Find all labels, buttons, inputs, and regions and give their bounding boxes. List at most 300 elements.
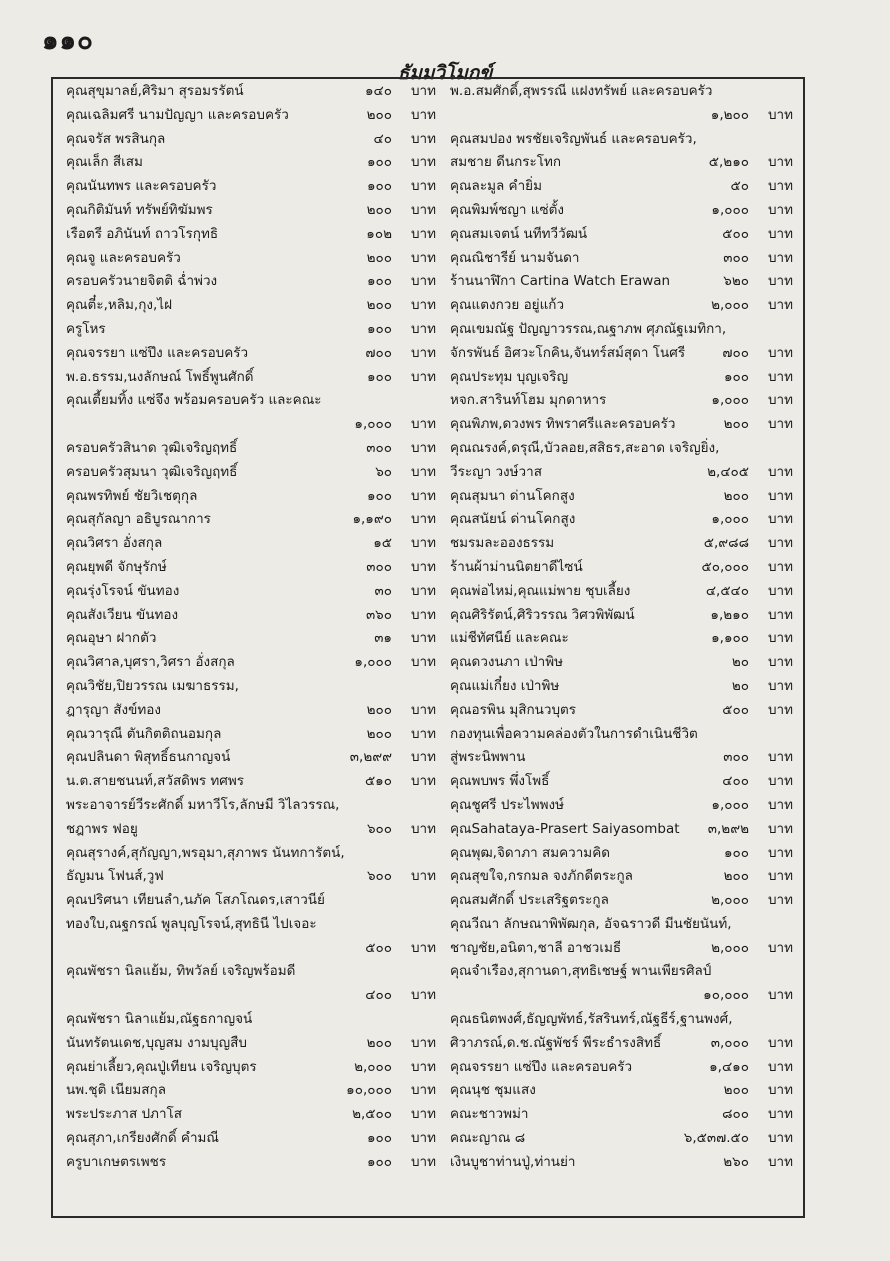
donor-name: คุณตี๋ะ,หลิม,กุง,ไฝ xyxy=(66,297,172,314)
donation-amount: ๓๐๐ xyxy=(723,249,749,266)
donor-name: ธัญมน โฟนส์,วูฟ xyxy=(66,868,164,885)
donation-amount: ๒,๐๐๐ xyxy=(711,297,749,314)
donation-amount: ๑๐๐ xyxy=(366,1130,392,1147)
donor-name: คุณสังเวียน ขันทอง xyxy=(66,606,179,623)
donation-amount: ๒,๕๐๐ xyxy=(352,1106,392,1123)
donor-name: คุณจรัส พรสินกุล xyxy=(66,130,166,147)
page-title: ธัมมวิโมกข์ xyxy=(397,62,493,84)
donation-amount: ๓๐ xyxy=(374,582,392,599)
currency-unit: บาท xyxy=(410,582,436,599)
donor-row xyxy=(66,413,436,437)
donation-amount: ๘๐๐ xyxy=(722,1106,749,1123)
donor-row xyxy=(66,675,436,699)
donor-name: พ.อ.สมศักดิ์,สุพรรณี แฝงทรัพย์ และครอบครัว xyxy=(450,83,713,99)
donor-name: สมชาย ดีนกระโทก xyxy=(450,154,562,171)
currency-unit: บาท xyxy=(767,677,793,694)
donor-name: คุณย่าเลี้ยว,คุณปู่เทียน เจริญบุตร xyxy=(66,1058,257,1075)
donor-row xyxy=(66,485,436,509)
currency-unit: บาท xyxy=(410,463,436,480)
donor-row xyxy=(66,794,436,818)
currency-unit: บาท xyxy=(767,1034,793,1051)
donor-row xyxy=(450,175,793,199)
donation-amount: ๒๐๐ xyxy=(366,1034,392,1051)
donation-amount: ๑๐๐ xyxy=(366,320,392,337)
currency-unit: บาท xyxy=(410,487,436,504)
currency-unit: บาท xyxy=(767,796,793,813)
donor-row xyxy=(66,699,436,723)
donor-name: ชฎาพร ฟอยู xyxy=(66,820,138,837)
donor-list-right xyxy=(450,80,793,1175)
page-number: ๑๑๐ xyxy=(42,26,94,56)
donor-row xyxy=(450,984,793,1008)
donation-amount: ๗๐๐ xyxy=(365,344,392,361)
currency-unit: บาท xyxy=(410,178,436,195)
currency-unit: บาท xyxy=(410,725,436,742)
donation-amount: ๖๐ xyxy=(375,463,392,480)
currency-unit: บาท xyxy=(767,1153,793,1170)
currency-unit: บาท xyxy=(410,1082,436,1099)
currency-unit: บาท xyxy=(410,320,436,337)
currency-unit: บาท xyxy=(767,487,793,504)
donor-row xyxy=(450,1151,793,1175)
donation-amount: ๑๕ xyxy=(373,535,392,552)
currency-unit: บาท xyxy=(767,535,793,552)
donation-amount: ๓,๐๐๐ xyxy=(710,1034,749,1051)
donor-row xyxy=(450,294,793,318)
donor-name: คุณวิศรา อั่งสกุล xyxy=(66,535,163,552)
donor-name: คุณเขมณัฐ ปัญญาวรรณ,ณฐาภพ ศุภณัฐเมทิกา, xyxy=(450,320,727,337)
donation-amount: ๓๖๐ xyxy=(365,606,392,623)
currency-unit: บาท xyxy=(767,987,793,1004)
donor-name: คุณศิริรัตน์,ศิริวรรณ วิศวพิพัฒน์ xyxy=(450,606,635,623)
donor-name: คุณประทุม บุญเจริญ xyxy=(450,368,569,385)
donation-amount: ๕๐,๐๐๐ xyxy=(701,558,749,575)
currency-unit: บาท xyxy=(767,1130,793,1147)
donation-amount: ๔,๕๔๐ xyxy=(705,582,749,599)
donor-row xyxy=(66,175,436,199)
donor-row xyxy=(450,770,793,794)
currency-unit: บาท xyxy=(410,1153,436,1170)
currency-unit: บาท xyxy=(767,273,793,290)
donation-amount: ๑,๑๙๐ xyxy=(352,511,392,528)
donation-amount: ๑๐๐ xyxy=(366,487,392,504)
currency-unit: บาท xyxy=(767,416,793,433)
donor-row xyxy=(450,865,793,889)
currency-unit: บาท xyxy=(767,582,793,599)
donor-name: คุณพัชรา นิลาแย้ม,ณัฐธกาญจน์ xyxy=(66,1011,253,1028)
donation-amount: ๕,๒๑๐ xyxy=(708,154,749,171)
currency-unit: บาท xyxy=(767,654,793,671)
donor-row xyxy=(66,366,436,390)
donation-amount: ๒๐๐ xyxy=(366,725,392,742)
donor-row xyxy=(66,1008,436,1032)
donor-name: คุณเล็ก สีเสม xyxy=(66,154,143,171)
donor-name: แม่ชีทัศนีย์ และคณะ xyxy=(450,630,569,647)
donor-row xyxy=(450,556,793,580)
donation-amount: ๒๐ xyxy=(731,677,749,694)
donor-name: เงินบูชาท่านปู่,ท่านย่า xyxy=(450,1153,576,1170)
donor-name: คุณสนัยน์ ด่านโคกสูง xyxy=(450,511,576,528)
currency-unit: บาท xyxy=(410,297,436,314)
donation-amount: ๒๐๐ xyxy=(366,249,392,266)
donor-row xyxy=(450,818,793,842)
currency-unit: บาท xyxy=(767,1106,793,1123)
donor-row xyxy=(66,1079,436,1103)
donor-row xyxy=(66,80,436,104)
donor-name: คุณสมศักดิ์ ประเสริฐตระกูล xyxy=(450,892,609,909)
donor-row xyxy=(66,770,436,794)
donation-amount: ๕๐ xyxy=(730,178,749,195)
currency-unit: บาท xyxy=(767,511,793,528)
donor-row xyxy=(66,294,436,318)
donor-row xyxy=(66,937,436,961)
currency-unit: บาท xyxy=(767,749,793,766)
donor-row xyxy=(450,318,793,342)
currency-unit: บาท xyxy=(410,249,436,266)
donor-name: คุณพิมพ์ชญา แซ่ตั้ง xyxy=(450,201,565,218)
donor-row xyxy=(66,604,436,628)
donation-amount: ๒๐๐ xyxy=(366,701,392,718)
currency-unit: บาท xyxy=(410,749,436,766)
donor-name: คุณดวงนภา เป่าพิษ xyxy=(450,654,564,671)
donation-amount: ๒๐๐ xyxy=(366,106,392,123)
donation-amount: ๒,๐๐๐ xyxy=(711,939,749,956)
donor-row xyxy=(450,223,793,247)
donor-name: คุณพบพร พึ่งโพธิ์ xyxy=(450,773,550,790)
donor-row xyxy=(66,746,436,770)
donor-name: คุณวีณา ลักษณาพิพัฒกุล, อัจฉราวดี มีนชัยนันท์, xyxy=(450,915,732,932)
currency-unit: บาท xyxy=(410,511,436,528)
donation-amount: ๒๐๐ xyxy=(366,297,392,314)
donor-row xyxy=(66,437,436,461)
donor-name: คุณจรรยา แซ่ปึง และครอบครัว xyxy=(450,1058,633,1075)
currency-unit: บาท xyxy=(410,106,436,123)
donation-amount: ๓๐๐ xyxy=(366,439,392,456)
currency-unit: บาท xyxy=(767,630,793,647)
currency-unit: บาท xyxy=(410,535,436,552)
donor-name: คุณธนิตพงศ์,ธัญญพัทธ์,รัสรินทร์,ณัฐธีร์,ฐานพงศ์, xyxy=(450,1011,733,1028)
donor-name: จักรพันธ์ อิศวะโกคิน,จันทร์สม์สุดา โนศรี xyxy=(450,344,686,361)
donor-row xyxy=(66,508,436,532)
donor-name: คุณสุภา,เกรียงศักดิ์ คำมณี xyxy=(66,1130,219,1147)
donor-name: ชมรมละอองธรรม xyxy=(450,535,555,552)
donor-row xyxy=(450,461,793,485)
currency-unit: บาท xyxy=(410,83,436,99)
currency-unit: บาท xyxy=(410,439,436,456)
donor-row xyxy=(66,723,436,747)
donor-row xyxy=(66,247,436,271)
donation-amount: ๑๐๐ xyxy=(366,273,392,290)
donation-amount: ๑๐,๐๐๐ xyxy=(346,1082,392,1099)
currency-unit: บาท xyxy=(767,463,793,480)
currency-unit: บาท xyxy=(767,868,793,885)
donor-row xyxy=(66,104,436,128)
donor-name: คุณพัชรา นิลแย้ม, ทิพวัลย์ เจริญพร้อมดี xyxy=(66,963,296,980)
donor-name: คุณจำเรือง,สุกานดา,สุทธิเชษฐ์ พานเพียรศิลป์ xyxy=(450,963,712,980)
currency-unit: บาท xyxy=(767,892,793,909)
donor-list-left xyxy=(66,80,436,1175)
donor-name: คุณพ่อไหม่,คุณแม่พาย ชุบเลี้ยง xyxy=(450,582,631,599)
donation-amount: ๑,๐๐๐ xyxy=(354,416,392,433)
currency-unit: บาท xyxy=(767,1058,793,1075)
donation-amount: ๕๐๐ xyxy=(722,225,749,242)
donor-name: นันทรัตนเดช,บุญสม งามบุญสืบ xyxy=(66,1034,247,1051)
donation-amount: ๔๐๐ xyxy=(722,773,749,790)
currency-unit: บาท xyxy=(410,654,436,671)
donor-row xyxy=(66,1103,436,1127)
donor-name: ทองใบ,ณฐกรณ์ พูลบุญโรจน์,สุทธินี ไปเจอะ xyxy=(66,915,317,932)
donation-amount: ๗๐๐ xyxy=(722,344,749,361)
donor-row xyxy=(450,389,793,413)
donor-name: คุณSahataya-Prasert Saiyasombat xyxy=(450,820,680,837)
currency-unit: บาท xyxy=(410,416,436,433)
donor-row xyxy=(66,342,436,366)
currency-unit: บาท xyxy=(410,154,436,171)
donor-row xyxy=(66,199,436,223)
currency-unit: บาท xyxy=(767,606,793,623)
donor-row xyxy=(450,842,793,866)
currency-unit: บาท xyxy=(767,344,793,361)
donor-row xyxy=(66,865,436,889)
donor-name: คุณอรพิน มุสิกนวบุตร xyxy=(450,701,577,718)
currency-unit: บาท xyxy=(767,844,793,861)
currency-unit: บาท xyxy=(410,1106,436,1123)
donor-name: คุณจรรยา แซ่ปึง และครอบครัว xyxy=(66,344,249,361)
donor-name: คุณพรทิพย์ ชัยวิเชตุกุล xyxy=(66,487,198,504)
donation-amount: ๒๐๐ xyxy=(723,487,749,504)
currency-unit: บาท xyxy=(767,773,793,790)
donation-amount: ๒,๔๐๕ xyxy=(707,463,749,480)
donation-amount: ๒๖๐ xyxy=(723,1153,749,1170)
donor-row xyxy=(450,1079,793,1103)
donor-row xyxy=(450,937,793,961)
donor-name: คุณณรงค์,ดรุณี,บัวลอย,สสิธร,สะอาด เจริญยิ่ง, xyxy=(450,439,720,456)
donor-row xyxy=(66,889,436,913)
donor-row xyxy=(450,128,793,152)
currency-unit: บาท xyxy=(410,1058,436,1075)
currency-unit: บาท xyxy=(410,201,436,218)
donation-amount: ๑๐,๐๐๐ xyxy=(703,987,749,1004)
donation-amount: ๒,๐๐๐ xyxy=(354,1058,392,1075)
donation-amount: ๖๐๐ xyxy=(366,868,392,885)
currency-unit: บาท xyxy=(410,344,436,361)
donation-amount: ๕๑๐ xyxy=(364,773,392,790)
currency-unit: บาท xyxy=(410,225,436,242)
donation-amount: ๑๔๐ xyxy=(364,83,392,99)
donor-row xyxy=(450,485,793,509)
currency-unit: บาท xyxy=(767,106,793,123)
donor-name: คุณณิชารีย์ นามจันดา xyxy=(450,249,580,266)
donor-name: คุณสุขใจ,กรกมล จงภักดีตระกูล xyxy=(450,868,633,885)
donor-name: พระอาจารย์วีระศักดิ์ มหาวีโร,ลักษมี วิไลวรรณ, xyxy=(66,796,340,813)
donor-row xyxy=(450,104,793,128)
donor-row xyxy=(450,366,793,390)
donor-row xyxy=(66,842,436,866)
donor-name: ครอบครัวสุมนา วุฒิเจริญฤทธิ์ xyxy=(66,463,238,480)
donation-amount: ๖,๕๓๗.๕๐ xyxy=(683,1130,749,1147)
donation-amount: ๑,๐๐๐ xyxy=(711,511,749,528)
donor-row xyxy=(66,318,436,342)
donor-name: น.ต.สายชนนท์,สวัสดิพร ทศพร xyxy=(66,773,245,790)
currency-unit: บาท xyxy=(767,178,793,195)
donor-name: ครอบครัวนายจิตติ ฉ่ำพ่วง xyxy=(66,273,218,290)
currency-unit: บาท xyxy=(767,249,793,266)
donor-row xyxy=(450,247,793,271)
donor-name: คุณชูศรี ประไพพงษ์ xyxy=(450,796,564,813)
donor-name: คุณอุษา ฝากตัว xyxy=(66,630,157,647)
currency-unit: บาท xyxy=(767,297,793,314)
donation-amount: ๔๐๐ xyxy=(365,987,392,1004)
donation-amount: ๕๐๐ xyxy=(365,939,392,956)
donor-name: คุณเฉลิมศรี นามปัญญา และครอบครัว xyxy=(66,106,289,123)
donor-name: คุณวิศาล,บุศรา,วิศรา อั่งสกุล xyxy=(66,654,235,671)
donor-row xyxy=(450,437,793,461)
donation-amount: ๑๐๐ xyxy=(366,1153,392,1170)
donor-name: คุณนุช ชุมแสง xyxy=(450,1082,536,1099)
donor-name: สู่พระนิพพาน xyxy=(450,749,526,766)
donation-amount: ๒๐ xyxy=(731,654,749,671)
donor-row xyxy=(66,627,436,651)
donor-row xyxy=(450,675,793,699)
currency-unit: บาท xyxy=(410,1130,436,1147)
donation-amount: ๑,๒๐๐ xyxy=(710,106,749,123)
donor-row xyxy=(450,270,793,294)
donor-name: คณะชาวพม่า xyxy=(450,1106,529,1123)
donor-row xyxy=(450,651,793,675)
donor-row xyxy=(450,151,793,175)
donor-row xyxy=(66,913,436,937)
donor-row xyxy=(66,1056,436,1080)
donation-amount: ๑,๐๐๐ xyxy=(711,392,749,409)
donor-row xyxy=(450,80,793,104)
currency-unit: บาท xyxy=(410,820,436,837)
currency-unit: บาท xyxy=(410,773,436,790)
currency-unit: บาท xyxy=(767,1082,793,1099)
donor-row xyxy=(450,746,793,770)
donation-amount: ๒๐๐ xyxy=(723,1082,749,1099)
donation-amount: ๑,๒๑๐ xyxy=(710,606,749,623)
donor-row xyxy=(450,627,793,651)
donor-row xyxy=(450,342,793,366)
currency-unit: บาท xyxy=(410,558,436,575)
donor-name: คุณปริศนา เทียนลำ,นภัค โสภโณดร,เสาวนีย์ xyxy=(66,892,325,909)
donor-name: ครูโหร xyxy=(66,320,106,337)
donor-row xyxy=(450,960,793,984)
currency-unit: บาท xyxy=(767,225,793,242)
donor-name: ครอบครัวสินาด วุฒิเจริญฤทธิ์ xyxy=(66,439,238,456)
donor-name: คุณพิภพ,ดวงพร ทิพราศรีและครอบครัว xyxy=(450,416,676,433)
donor-row xyxy=(450,723,793,747)
currency-unit: บาท xyxy=(410,868,436,885)
donation-amount: ๑,๐๐๐ xyxy=(711,201,749,218)
donor-name: คุณสมปอง พรชัยเจริญพันธ์ และครอบครัว, xyxy=(450,130,697,147)
donor-row xyxy=(66,984,436,1008)
donor-row xyxy=(66,151,436,175)
donation-amount: ๑๐๐ xyxy=(366,368,392,385)
donation-amount: ๒๐๐ xyxy=(723,416,749,433)
donor-name: คุณยุพดี จักษุรักษ์ xyxy=(66,558,167,575)
donor-name: ศิวาภรณ์,ด.ช.ณัฐพัชร์ พีระธำรงสิทธิ์ xyxy=(450,1034,662,1051)
donation-amount: ๓๐๐ xyxy=(366,558,392,575)
currency-unit: บาท xyxy=(410,630,436,647)
donor-name: คุณแม่เกี๋ยง เป่าพิษ xyxy=(450,677,560,694)
donation-amount: ๑,๑๐๐ xyxy=(711,630,749,647)
donor-name: คณะญาณ ๘ xyxy=(450,1130,526,1147)
donation-amount: ๓,๒๙๒ xyxy=(707,820,749,837)
donor-name: ร้านนาฬิกา Cartina Watch Erawan xyxy=(450,273,671,290)
donor-name: คุณกิติมันท์ ทรัพย์ทิฆัมพร xyxy=(66,201,213,218)
donation-amount: ๒๐๐ xyxy=(366,201,392,218)
currency-unit: บาท xyxy=(767,820,793,837)
donor-name: คุณเตี้ยมทิ้ง แซ่จึง พร้อมครอบครัว และคณะ xyxy=(66,392,322,409)
donation-amount: ๑,๔๑๐ xyxy=(709,1058,749,1075)
donor-row xyxy=(66,1032,436,1056)
donor-row xyxy=(450,1103,793,1127)
currency-unit: บาท xyxy=(410,368,436,385)
donor-name: คุณสุกัลญา อธิบูรณาการ xyxy=(66,511,211,528)
donor-name: วีระญา วงษ์วาส xyxy=(450,463,542,480)
donation-amount: ๑๐๐ xyxy=(366,178,392,195)
donor-row xyxy=(450,1008,793,1032)
donation-amount: ๕,๙๘๘ xyxy=(703,535,749,552)
donation-amount: ๕๐๐ xyxy=(722,701,749,718)
currency-unit: บาท xyxy=(410,987,436,1004)
donor-row xyxy=(66,1127,436,1151)
donation-amount: ๑๐๐ xyxy=(723,368,749,385)
donation-amount: ๖๐๐ xyxy=(366,820,392,837)
donor-row xyxy=(66,532,436,556)
currency-unit: บาท xyxy=(767,558,793,575)
donor-name: คุณแตงกวย อยู่แก้ว xyxy=(450,297,565,314)
currency-unit: บาท xyxy=(410,606,436,623)
donor-name: คุณสุมนา ด่านโคกสูง xyxy=(450,487,575,504)
donor-name: ครูบาเกษตรเพชร xyxy=(66,1153,167,1170)
donor-row xyxy=(450,794,793,818)
donor-name: เรือตรี อภินันท์ ถาวโรกุทธิ xyxy=(66,225,219,242)
donor-row xyxy=(450,1032,793,1056)
donor-name: คุณพุฒ,จิดาภา สมความคิด xyxy=(450,844,610,861)
donation-amount: ๓,๒๙๙ xyxy=(349,749,392,766)
donation-amount: ๑๐๒ xyxy=(366,225,392,242)
donor-row xyxy=(66,461,436,485)
donor-name: คุณสุขุมาลย์,ศิริมา สุรอมรรัตน์ xyxy=(66,83,244,99)
donor-row xyxy=(66,960,436,984)
donor-row xyxy=(450,1127,793,1151)
donor-row xyxy=(450,604,793,628)
donor-name: ร้านผ้าม่านนิตยาดีไซน์ xyxy=(450,558,583,575)
donor-row xyxy=(66,270,436,294)
donor-name: หจก.สารินท์โฮม มุกดาหาร xyxy=(450,392,607,409)
currency-unit: บาท xyxy=(410,1034,436,1051)
donor-name: พระประภาส ปภาโส xyxy=(66,1106,183,1123)
donation-amount: ๑,๐๐๐ xyxy=(354,654,392,671)
currency-unit: บาท xyxy=(410,130,436,147)
donation-amount: ๓๑ xyxy=(374,630,392,647)
donor-row xyxy=(450,889,793,913)
donation-amount: ๑,๐๐๐ xyxy=(711,796,749,813)
donation-amount: ๔๐ xyxy=(373,130,392,147)
donor-row xyxy=(450,699,793,723)
donor-name: ฎารุญา สังข์ทอง xyxy=(66,701,161,718)
donor-row xyxy=(66,818,436,842)
currency-unit: บาท xyxy=(767,939,793,956)
donation-amount: ๒๐๐ xyxy=(723,868,749,885)
donor-name: คุณรุ่งโรจน์ ขันทอง xyxy=(66,582,180,599)
donor-row xyxy=(450,913,793,937)
donor-row xyxy=(450,580,793,604)
donor-row xyxy=(66,651,436,675)
donor-name: กองทุนเพื่อความคล่องตัวในการดำเนินชีวิต xyxy=(450,725,698,742)
